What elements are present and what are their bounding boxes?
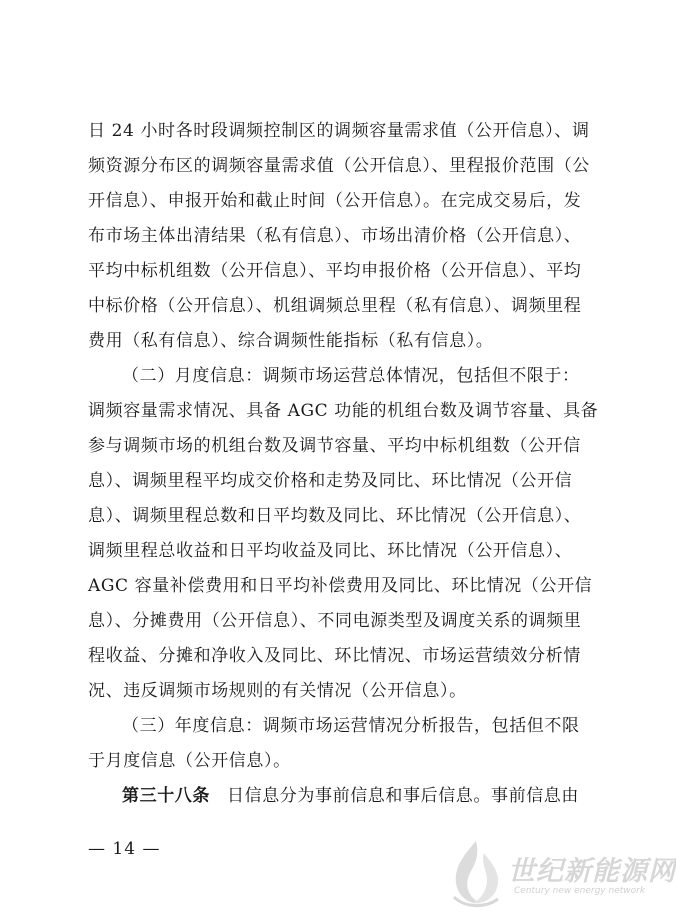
article-text: 日信息分为事前信息和事后信息。事前信息由 <box>227 786 579 806</box>
watermark-title: 世纪新能源网 <box>508 856 676 887</box>
page-number: — 14 — <box>88 839 161 859</box>
body-line: 于月度信息（公开信息）。 <box>88 751 291 771</box>
watermark <box>446 835 676 915</box>
body-line: 费用（私有信息）、综合调频性能指标（私有信息）。 <box>88 331 494 351</box>
body-line: 程收益、分摊和净收入及同比、环比情况、市场运营绩效分析情 <box>88 646 581 666</box>
body-line: AGC 容量补偿费用和日平均补偿费用及同比、环比情况（公开信 <box>88 576 593 596</box>
body-line: 平均中标机组数（公开信息）、平均申报价格（公开信息）、平均 <box>88 261 582 281</box>
article-heading: 第三十八条 <box>122 786 210 806</box>
body-line: 布市场主体出清结果（私有信息）、市场出清价格（公开信息）、 <box>88 226 582 246</box>
article-38-line <box>122 785 579 807</box>
section-monthly-heading: （二）月度信息：调频市场运营总体情况，包括但不限于： <box>122 366 580 386</box>
body-line: 频资源分布区的调频容量需求值（公开信息）、里程报价范围（公 <box>88 156 590 176</box>
body-line: 息）、调频里程平均成交价格和走势及同比、环比情况（公开信 <box>88 471 573 491</box>
body-line: 中标价格（公开信息）、机组调频总里程（私有信息）、调频里程 <box>88 296 582 316</box>
flame-logo-icon <box>446 837 506 909</box>
body-line: 开信息）、申报开始和截止时间（公开信息）。在完成交易后，发 <box>88 191 582 211</box>
watermark-subtitle: Century new energy network <box>514 886 646 896</box>
body-line: 息）、分摊费用（公开信息）、不同电源类型及调度关系的调频里 <box>88 611 582 631</box>
section-annual-heading: （三）年度信息：调频市场运营情况分析报告，包括但不限 <box>122 716 580 736</box>
body-line: 调频容量需求情况、具备 AGC 功能的机组台数及调节容量、具备 <box>88 401 599 421</box>
body-line: 调频里程总收益和日平均收益及同比、环比情况（公开信息）、 <box>88 541 573 561</box>
body-line: 况、违反调频市场规则的有关情况（公开信息）。 <box>88 681 467 701</box>
body-line: 日 24 小时各时段调频控制区的调频容量需求值（公开信息）、调 <box>88 121 590 141</box>
body-line: 参与调频市场的机组台数及调节容量、平均中标机组数（公开信 <box>88 436 581 456</box>
body-line: 息）、调频里程总数和日平均数及同比、环比情况（公开信息）、 <box>88 506 582 526</box>
